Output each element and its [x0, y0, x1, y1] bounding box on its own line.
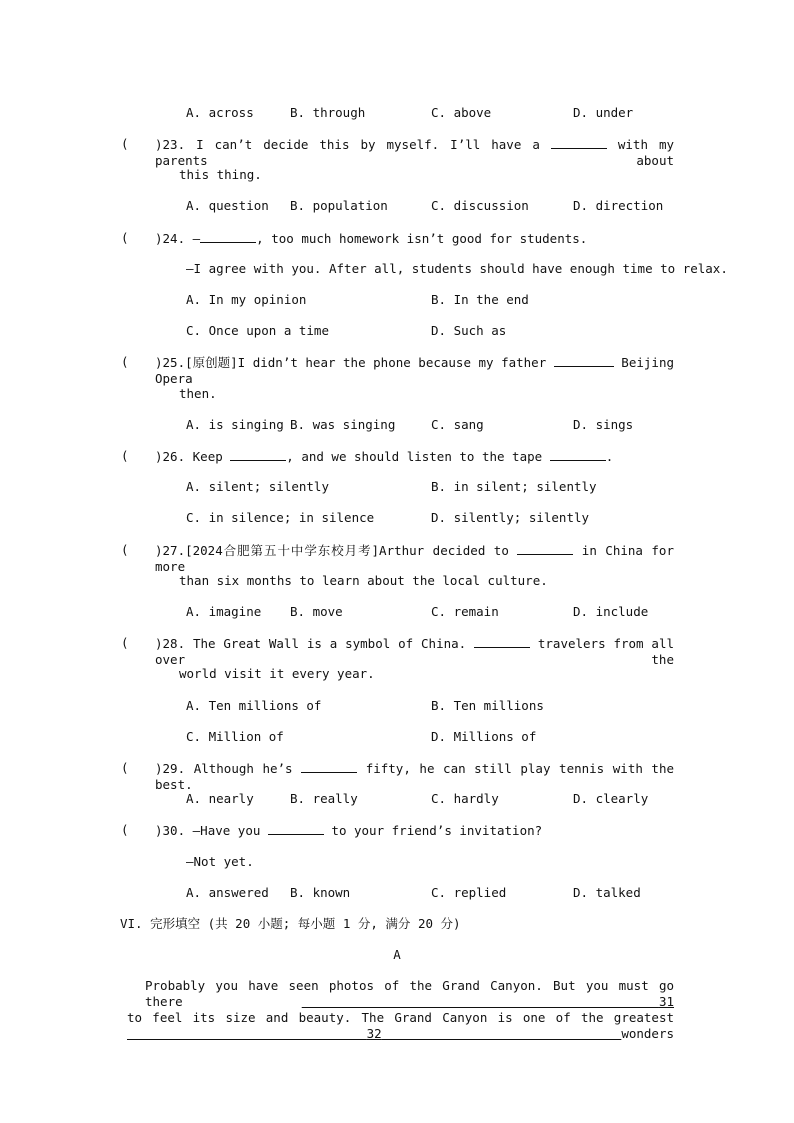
option-c: C. discussion — [431, 198, 529, 213]
answer-blank — [474, 635, 530, 648]
option-c: C. in silence; in silence — [186, 510, 375, 525]
question-text: )30. —Have you to your friend’s invitation? — [155, 823, 543, 838]
option-d: D. clearly — [573, 791, 649, 806]
answer-paren: ( — [121, 822, 129, 837]
option-b: B. was singing — [290, 417, 396, 432]
option-a: A. Ten millions of — [186, 698, 322, 713]
answer-blank — [268, 822, 324, 835]
option-a: A. across — [186, 105, 254, 120]
question-text: )25.[原创题]I didn’t hear the phone because my father Beijing Opera — [155, 355, 674, 386]
option-d: D. sings — [573, 417, 634, 432]
option-c: C. replied — [431, 885, 507, 900]
option-d: D. silently; silently — [431, 510, 590, 525]
section-heading: VI. 完形填空 (共 20 小题; 每小题 1 分, 满分 20 分) — [120, 916, 461, 931]
answer-paren: ( — [121, 136, 129, 151]
option-d: D. include — [573, 604, 649, 619]
option-c: C. Million of — [186, 729, 284, 744]
answer-blank — [551, 136, 607, 149]
answer-blank — [200, 230, 256, 243]
option-c: C. hardly — [431, 791, 499, 806]
question-text: )28. The Great Wall is a symbol of China. travelers from all over the — [155, 636, 674, 667]
passage-line-2: to feel its size and beauty. The Grand Canyon is one of the greatest 32 wonders — [127, 1010, 674, 1041]
question-text: )29. Although he’s fifty, he can still play tennis with the best. — [155, 761, 675, 792]
question-text-continued: this thing. — [179, 167, 262, 182]
option-b: B. population — [290, 198, 388, 213]
option-d: D. direction — [573, 198, 664, 213]
answer-blank — [301, 760, 357, 773]
dialogue-reply: —Not yet. — [186, 854, 254, 869]
option-d: D. Millions of — [431, 729, 537, 744]
answer-paren: ( — [121, 760, 129, 775]
option-d: D. Such as — [431, 323, 507, 338]
option-b: B. Ten millions — [431, 698, 544, 713]
question-text-continued: world visit it every year. — [179, 666, 375, 681]
blank-32: 32 — [366, 1026, 382, 1041]
question-text: )26. Keep , and we should listen to the tape . — [155, 449, 614, 464]
option-b: B. through — [290, 105, 366, 120]
dialogue-reply: —I agree with you. After all, students should have enough time to relax. — [186, 261, 728, 276]
option-b: B. In the end — [431, 292, 529, 307]
option-a: A. In my opinion — [186, 292, 307, 307]
option-d: D. talked — [573, 885, 641, 900]
option-d: D. under — [573, 105, 634, 120]
option-c: C. above — [431, 105, 492, 120]
option-c: C. Once upon a time — [186, 323, 329, 338]
option-a: A. nearly — [186, 791, 254, 806]
answer-paren: ( — [121, 542, 129, 557]
answer-blank — [230, 448, 286, 461]
option-a: A. is singing — [186, 417, 284, 432]
answer-blank — [554, 354, 614, 367]
answer-blank — [517, 542, 573, 555]
answer-paren: ( — [121, 448, 129, 463]
part-label: A — [393, 947, 401, 962]
question-text-continued: than six months to learn about the local culture. — [179, 573, 548, 588]
option-c: C. remain — [431, 604, 499, 619]
blank-31: 31 — [658, 994, 675, 1009]
answer-paren: ( — [121, 635, 129, 650]
answer-paren: ( — [121, 354, 129, 369]
passage-line-1: Probably you have seen photos of the Grand Canyon. But you must go there 31 — [145, 978, 675, 1009]
answer-paren: ( — [121, 230, 129, 245]
option-b: B. really — [290, 791, 358, 806]
question-text: )23. I can’t decide this by myself. I’ll have a with my parents about — [155, 137, 675, 168]
option-b: B. in silent; silently — [431, 479, 597, 494]
option-a: A. answered — [186, 885, 269, 900]
question-text: )24. — , too much homework isn’t good for students. — [155, 231, 588, 246]
answer-blank — [550, 448, 606, 461]
question-text: )27.[2024合肥第五十中学东校月考]Arthur decided to in China for more — [155, 543, 674, 574]
option-a: A. silent; silently — [186, 479, 329, 494]
option-a: A. question — [186, 198, 269, 213]
option-b: B. known — [290, 885, 351, 900]
option-b: B. move — [290, 604, 343, 619]
question-text-continued: then. — [179, 386, 217, 401]
option-a: A. imagine — [186, 604, 262, 619]
option-c: C. sang — [431, 417, 484, 432]
